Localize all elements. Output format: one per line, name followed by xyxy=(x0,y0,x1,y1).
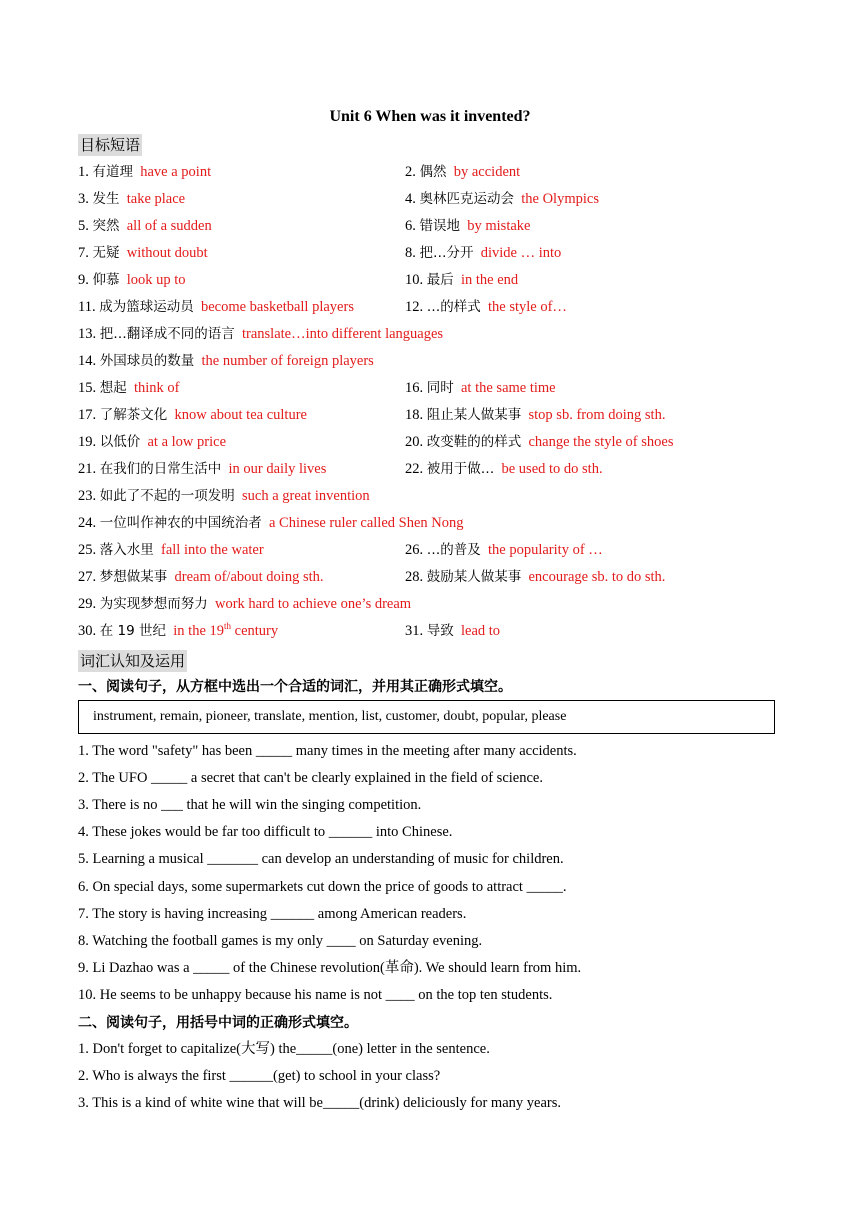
phrase-english: work hard to achieve one’s dream xyxy=(215,596,412,612)
phrase-item xyxy=(405,540,603,560)
phrase-english: in our daily lives xyxy=(228,461,327,477)
phrase-number: 31. xyxy=(405,623,427,639)
phrase-item xyxy=(405,216,530,236)
phrase-number: 21. xyxy=(78,461,100,477)
phrase-number: 5. xyxy=(78,218,93,234)
phrase-chinese: 把…翻译成不同的语言 xyxy=(99,326,235,342)
phrase-english: such a great invention xyxy=(242,488,370,504)
phrase-number: 28. xyxy=(405,569,427,585)
phrase-item xyxy=(405,297,567,317)
phrase-english: a Chinese ruler called Shen Nong xyxy=(269,515,464,531)
phrase-item xyxy=(405,405,665,425)
section-heading-target-phrases: 目标短语 xyxy=(80,136,141,154)
phrase-number: 14. xyxy=(78,353,100,369)
phrase-item xyxy=(78,405,307,425)
phrase-chinese: 如此了不起的一项发明 xyxy=(99,488,235,504)
phrase-number: 23. xyxy=(78,488,100,504)
phrase-item xyxy=(405,567,665,587)
phrase-item xyxy=(405,459,603,479)
phrase-english: dream of/about doing sth. xyxy=(174,569,324,585)
phrase-english: lead to xyxy=(461,623,501,639)
phrase-number: 8. xyxy=(405,245,420,261)
phrase-english: in the end xyxy=(461,272,519,288)
phrase-chinese: 想起 xyxy=(99,380,127,396)
phrase-item xyxy=(78,189,185,209)
phrase-chinese: 仰慕 xyxy=(92,272,120,288)
phrase-item xyxy=(78,243,208,263)
phrase-english: all of a sudden xyxy=(126,218,212,234)
phrase-chinese: 一位叫作神农的中国统治者 xyxy=(99,515,262,531)
phrase-english: know about tea culture xyxy=(174,407,307,423)
phrase-chinese: 偶然 xyxy=(419,164,447,180)
question-item: 1. Don't forget to capitalize(大写) the_____(one) letter in the sentence. xyxy=(78,1041,490,1057)
phrase-item xyxy=(78,459,326,479)
phrase-item xyxy=(78,540,264,560)
phrase-item xyxy=(78,162,211,182)
phrase-number: 9. xyxy=(78,272,93,288)
phrase-chinese: 突然 xyxy=(92,218,120,234)
phrase-item xyxy=(405,243,561,263)
question-item: 2. The UFO _____ a secret that can't be clearly explained in the field of science. xyxy=(78,770,543,787)
question-item: 4. These jokes would be far too difficult to ______ into Chinese. xyxy=(78,824,453,841)
phrase-chinese: 奥林匹克运动会 xyxy=(419,191,514,207)
phrase-number: 16. xyxy=(405,380,427,396)
phrase-english: take place xyxy=(126,191,186,207)
phrase-english: change the style of shoes xyxy=(528,434,674,450)
phrase-number: 4. xyxy=(405,191,420,207)
phrase-chinese: 鼓励某人做某事 xyxy=(426,569,522,585)
phrase-number: 19. xyxy=(78,434,100,450)
phrase-chinese: 落入水里 xyxy=(99,542,154,558)
phrase-number: 2. xyxy=(405,164,420,180)
phrase-item xyxy=(78,270,186,290)
phrase-item xyxy=(78,513,463,533)
phrase-english: become basketball players xyxy=(200,299,354,315)
phrase-item xyxy=(405,621,500,641)
question-item: 8. Watching the football games is my only ____ on Saturday evening. xyxy=(78,932,483,949)
phrase-item xyxy=(405,162,520,182)
phrase-chinese: 错误地 xyxy=(419,218,460,234)
phrase-english: stop sb. from doing sth. xyxy=(528,407,666,423)
question-item: 6. On special days, some supermarkets cut down the price of goods to attract _____. xyxy=(78,878,567,895)
phrase-english: fall into the water xyxy=(161,542,264,558)
phrase-chinese: 为实现梦想而努力 xyxy=(99,596,208,612)
phrase-item xyxy=(78,216,212,236)
phrase-chinese: 梦想做某事 xyxy=(99,569,168,585)
phrase-chinese: 同时 xyxy=(426,380,454,396)
phrase-number: 24. xyxy=(78,515,100,531)
phrase-item xyxy=(405,432,673,452)
phrase-chinese: 以低价 xyxy=(99,434,141,450)
part1-heading: 一、阅读句子，从方框中选出一个合适的词汇，并用其正确形式填空。 xyxy=(78,679,512,695)
phrase-chinese: 导致 xyxy=(426,623,454,639)
phrase-english: the popularity of … xyxy=(488,542,603,558)
phrase-english: think of xyxy=(134,380,180,396)
phrase-number: 11. xyxy=(78,299,100,315)
phrase-item xyxy=(78,432,226,452)
phrase-english xyxy=(173,623,278,639)
phrase-number: 18. xyxy=(405,407,427,423)
phrase-item xyxy=(78,621,278,641)
phrase-number: 3. xyxy=(78,191,93,207)
phrase-english: encourage sb. to do sth. xyxy=(528,569,666,585)
phrase-chinese: 在我们的日常生活中 xyxy=(99,461,222,477)
phrase-item xyxy=(405,378,556,398)
phrase-chinese: 最后 xyxy=(426,272,454,288)
phrase-item xyxy=(78,594,411,614)
question-item: 9. Li Dazhao was a _____ of the Chinese revolution(革命). We should learn from him. xyxy=(78,959,582,976)
phrase-item xyxy=(78,297,354,317)
question-item: 3. This is a kind of white wine that will be_____(drink) deliciously for many years. xyxy=(78,1095,561,1111)
question-item: 5. Learning a musical _______ can develop an understanding of music for children. xyxy=(78,851,564,868)
phrase-english: the style of… xyxy=(488,299,567,315)
phrase-english-sup: th xyxy=(224,621,232,632)
section-heading-vocabulary: 词汇认知及运用 xyxy=(80,652,186,670)
phrase-item xyxy=(78,378,180,398)
phrase-chinese: 外国球员的数量 xyxy=(99,353,195,369)
phrase-number: 15. xyxy=(78,380,100,396)
phrase-english: the number of foreign players xyxy=(201,353,374,369)
phrase-number: 26. xyxy=(405,542,427,558)
phrase-item xyxy=(405,189,599,209)
phrase-chinese: …的普及 xyxy=(426,542,481,558)
phrase-chinese: 无疑 xyxy=(92,245,120,261)
phrase-number: 29. xyxy=(78,596,100,612)
phrase-english: the Olympics xyxy=(521,191,599,207)
phrase-item xyxy=(78,351,374,371)
phrase-chinese: 成为篮球运动员 xyxy=(99,299,194,315)
phrase-number: 13. xyxy=(78,326,100,342)
phrase-chinese: 把…分开 xyxy=(419,245,474,261)
phrase-english: have a point xyxy=(140,164,212,180)
phrase-english: translate…into different languages xyxy=(242,326,444,342)
phrase-english: without doubt xyxy=(126,245,208,261)
question-item: 2. Who is always the first ______(get) to school in your class? xyxy=(78,1068,441,1084)
phrase-chinese: …的样式 xyxy=(426,299,481,315)
phrase-chinese: 改变鞋的的样式 xyxy=(426,434,522,450)
phrase-english: be used to do sth. xyxy=(501,461,603,477)
phrase-chinese: 被用于做… xyxy=(426,461,495,477)
phrase-item xyxy=(78,324,443,344)
phrase-chinese: 阻止某人做某事 xyxy=(426,407,522,423)
phrase-number: 12. xyxy=(405,299,427,315)
question-item: 3. There is no ___ that he will win the singing competition. xyxy=(78,797,422,814)
phrase-number: 10. xyxy=(405,272,427,288)
phrase-item xyxy=(78,486,370,506)
phrase-number: 7. xyxy=(78,245,93,261)
page-title: Unit 6 When was it invented? xyxy=(329,108,531,125)
phrase-number: 27. xyxy=(78,569,100,585)
phrase-number: 25. xyxy=(78,542,100,558)
phrase-chinese: 有道理 xyxy=(92,164,133,180)
question-item: 1. The word "safety" has been _____ many times in the meeting after many accidents. xyxy=(78,743,577,759)
phrase-english-post: century xyxy=(231,623,279,639)
part2-heading: 二、阅读句子，用括号中词的正确形式填空。 xyxy=(78,1015,358,1031)
question-item: 10. He seems to be unhappy because his name is not ____ on the top ten students. xyxy=(78,986,553,1003)
phrase-chinese: 在 19 世纪 xyxy=(99,623,167,639)
phrase-number: 1. xyxy=(78,164,93,180)
phrase-chinese: 了解茶文化 xyxy=(99,407,168,423)
phrase-chinese: 发生 xyxy=(92,191,120,207)
phrase-number: 30. xyxy=(78,623,100,639)
phrase-number: 20. xyxy=(405,434,427,450)
phrase-english: at the same time xyxy=(461,380,556,396)
phrase-english: at a low price xyxy=(147,434,227,450)
phrase-english: by accident xyxy=(453,164,521,180)
phrase-english-pre: in the 19 xyxy=(173,623,225,639)
phrase-item xyxy=(405,270,518,290)
phrase-english: divide … into xyxy=(480,245,562,261)
phrase-english: look up to xyxy=(126,272,186,288)
phrase-item xyxy=(78,567,324,587)
word-box: instrument, remain, pioneer, translate, mention, list, customer, doubt, popular, please xyxy=(78,700,775,734)
phrase-number: 6. xyxy=(405,218,420,234)
question-item: 7. The story is having increasing ______ among American readers. xyxy=(78,905,467,922)
phrase-english: by mistake xyxy=(467,218,531,234)
phrase-number: 22. xyxy=(405,461,427,477)
phrase-number: 17. xyxy=(78,407,100,423)
